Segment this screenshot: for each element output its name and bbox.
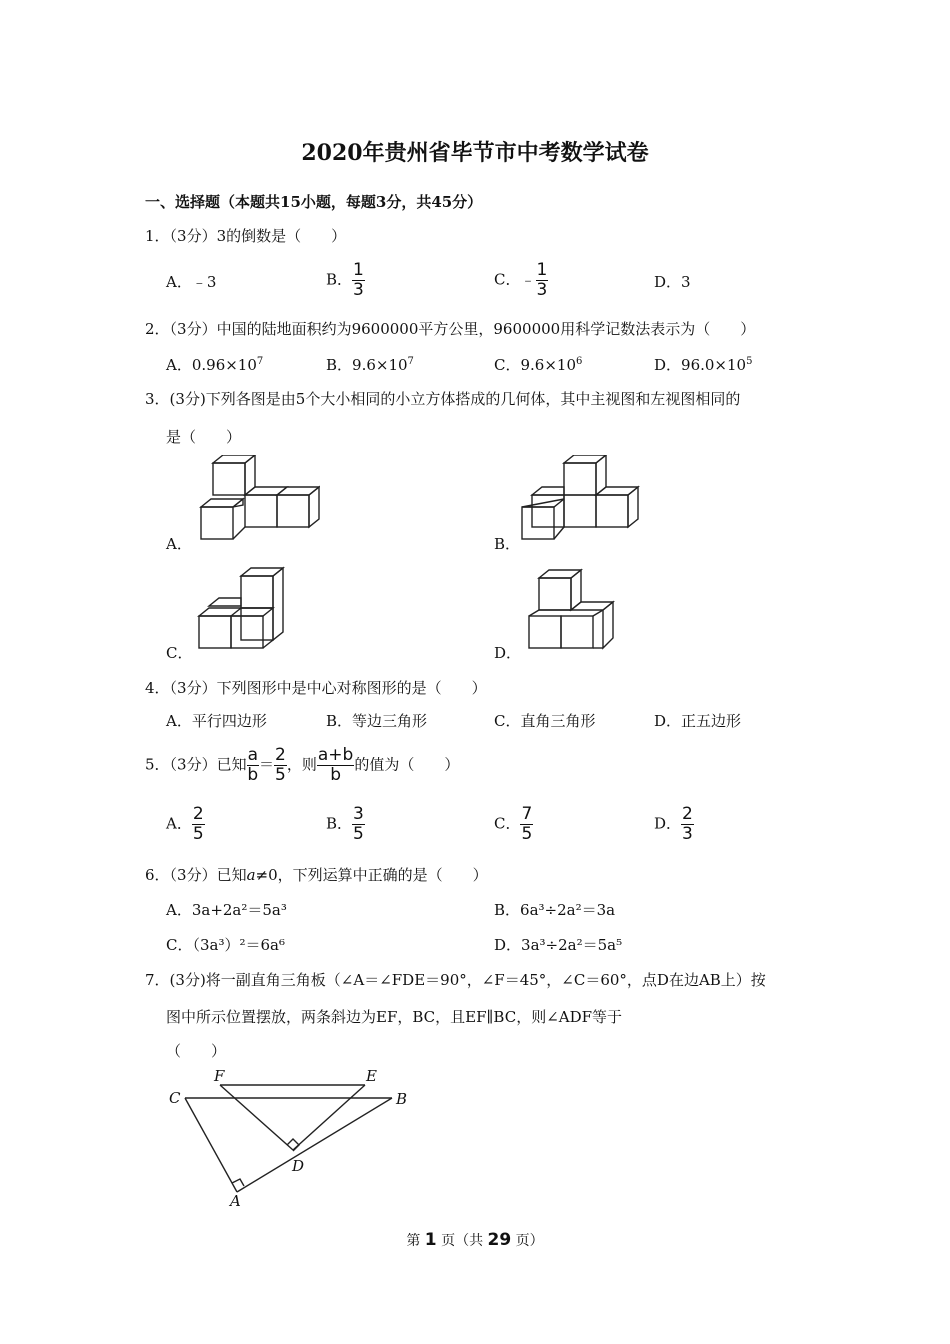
- q1-stem: 1．（3分）3的倒数是（ ）: [145, 227, 347, 245]
- q6-stem-post: ≠0，下列运算中正确的是（ ）: [255, 866, 488, 884]
- q1-option-b: [326, 261, 365, 300]
- q4-option-c: C．直角三角形: [494, 712, 596, 730]
- q5-prefix: 5．（3分）已知: [145, 755, 247, 774]
- segment-ab: [237, 1098, 392, 1192]
- label-d: D: [292, 1157, 305, 1175]
- label-a: A: [230, 1192, 241, 1210]
- q3-figure-a: [195, 455, 320, 540]
- q6-variable: a: [246, 866, 256, 884]
- label-c: C: [169, 1089, 181, 1107]
- frac-den: 3: [536, 280, 548, 300]
- q3-figure-b: [518, 455, 643, 540]
- footer-mid: 页（共: [441, 1233, 484, 1249]
- frac-den: 3: [682, 824, 693, 844]
- q7-stem-line2: 图中所示位置摆放，两条斜边为EF，BC，且EF∥BC，则∠ADF等于: [166, 1008, 623, 1026]
- q4-option-a: A．平行四边形: [166, 712, 267, 730]
- q2-a-base: A．0.96×10: [166, 356, 257, 374]
- q7-stem-line1: 7．(3分)将一副直角三角板（∠A＝∠FDE＝90°，∠F＝45°，∠C＝60°，点D在边AB上）按: [145, 971, 766, 989]
- label-e: E: [366, 1067, 377, 1085]
- q5-option-b: [326, 805, 365, 844]
- frac-den: b: [247, 765, 259, 785]
- frac-den: 5: [353, 824, 364, 844]
- q7-triangle-figure: [160, 1065, 420, 1210]
- q2-a-exp: 7: [256, 356, 264, 367]
- q4-option-b: B．等边三角形: [326, 712, 428, 730]
- footer-post: 页）: [515, 1233, 544, 1249]
- q1-b-label: B．: [326, 270, 353, 289]
- frac-num: 2: [682, 804, 693, 824]
- frac-num: 3: [353, 804, 364, 824]
- q3-option-a: A．: [166, 535, 192, 553]
- frac-num: 1: [353, 260, 364, 280]
- option-fraction: [681, 805, 694, 844]
- q2-b-base: B．9.6×10: [326, 356, 408, 374]
- q3-option-c: C．: [166, 644, 193, 662]
- q1-c-fraction: [536, 261, 549, 300]
- q3-figure-c: [195, 566, 290, 651]
- frac-num: a: [247, 745, 259, 765]
- page-footer: [0, 1230, 950, 1250]
- q5-fraction-a-over-b: [247, 746, 259, 785]
- frac-den: b: [330, 765, 341, 785]
- q5-fraction-two-fifths: [274, 746, 287, 785]
- section-heading: 一、选择题（本题共15小题，每题3分，共45分）: [145, 193, 483, 211]
- option-label: D．: [654, 814, 682, 833]
- option-fraction: [192, 805, 205, 844]
- segment-ca: [185, 1098, 237, 1192]
- page-number: 1: [424, 1230, 437, 1250]
- q5-option-d: [654, 805, 694, 844]
- q5-suffix: 的值为（ ）: [354, 755, 460, 774]
- option-label: A．: [166, 814, 192, 833]
- frac-num: a+b: [317, 745, 354, 765]
- q2-b-exp: 7: [407, 356, 414, 367]
- q6-option-b: B．6a³÷2a²＝3a: [494, 901, 616, 919]
- frac-num: 7: [521, 804, 533, 824]
- q1-option-c: [494, 261, 548, 300]
- q1-option-d: D．3: [654, 273, 691, 291]
- q5-equals: ＝: [259, 755, 275, 774]
- frac-den: 5: [521, 824, 533, 844]
- q2-d-exp: 5: [746, 356, 753, 367]
- q3-option-d: D．: [494, 644, 522, 662]
- page-title: 2020年贵州省毕节市中考数学试卷: [301, 140, 649, 166]
- q3-stem-line1: 3．(3分)下列各图是由5个大小相同的小立方体搭成的几何体，其中主视图和左视图相同的: [145, 390, 741, 408]
- frac-den: 3: [353, 280, 364, 300]
- segment-fd: [220, 1085, 293, 1150]
- page-total: 29: [487, 1230, 512, 1250]
- option-label: C．: [494, 814, 521, 833]
- q6-stem-pre: 6．（3分）已知: [145, 866, 247, 884]
- q2-stem: 2．（3分）中国的陆地面积约为9600000平方公里，9600000用科学记数法表示为（ ）: [145, 320, 756, 338]
- option-label: B．: [326, 814, 353, 833]
- q2-option-d: [654, 354, 752, 375]
- q6-option-c: C．（3a³）²＝6a⁶: [166, 936, 285, 954]
- q2-option-a: [166, 354, 263, 375]
- frac-den: 5: [192, 824, 204, 844]
- frac-num: 1: [536, 260, 548, 280]
- q3-figure-d: [525, 566, 620, 651]
- q2-option-c: [494, 354, 582, 375]
- label-f: F: [214, 1067, 225, 1085]
- q5-fraction-sum-over-b: [317, 746, 354, 785]
- frac-num: 2: [275, 745, 286, 765]
- q3-option-b: B．: [494, 535, 521, 553]
- q1-c-label: C．: [494, 270, 521, 289]
- segment-ed: [293, 1085, 365, 1150]
- q4-stem: 4．（3分）下列图形中是中心对称图形的是（ ）: [145, 679, 487, 697]
- q5-option-c: [494, 805, 533, 844]
- q2-c-exp: 6: [576, 356, 583, 367]
- q2-d-base: D．96.0×10: [654, 356, 747, 374]
- q6-stem: [145, 864, 488, 885]
- q7-stem-line3: （ ）: [166, 1042, 227, 1060]
- q6-option-d: D．3a³÷2a²＝5a⁵: [494, 936, 623, 954]
- footer-pre: 第: [406, 1233, 421, 1249]
- q3-stem-line2: 是（ ）: [166, 428, 242, 446]
- q5-stem: [145, 746, 459, 785]
- frac-den: 5: [275, 765, 286, 785]
- option-fraction: [352, 805, 365, 844]
- q1-c-sign: ﹣: [520, 270, 536, 289]
- q5-mid: ，则: [286, 755, 317, 774]
- q2-option-b: [326, 354, 414, 375]
- q1-option-a: A．﹣3: [166, 273, 217, 291]
- q6-option-a: A．3a+2a²＝5a³: [166, 901, 287, 919]
- q4-option-d: D．正五边形: [654, 712, 742, 730]
- q1-b-fraction: [352, 261, 365, 300]
- frac-num: 2: [192, 804, 204, 824]
- label-b: B: [396, 1090, 408, 1108]
- q5-option-a: [166, 805, 205, 844]
- q2-c-base: C．9.6×10: [494, 356, 576, 374]
- option-fraction: [520, 805, 533, 844]
